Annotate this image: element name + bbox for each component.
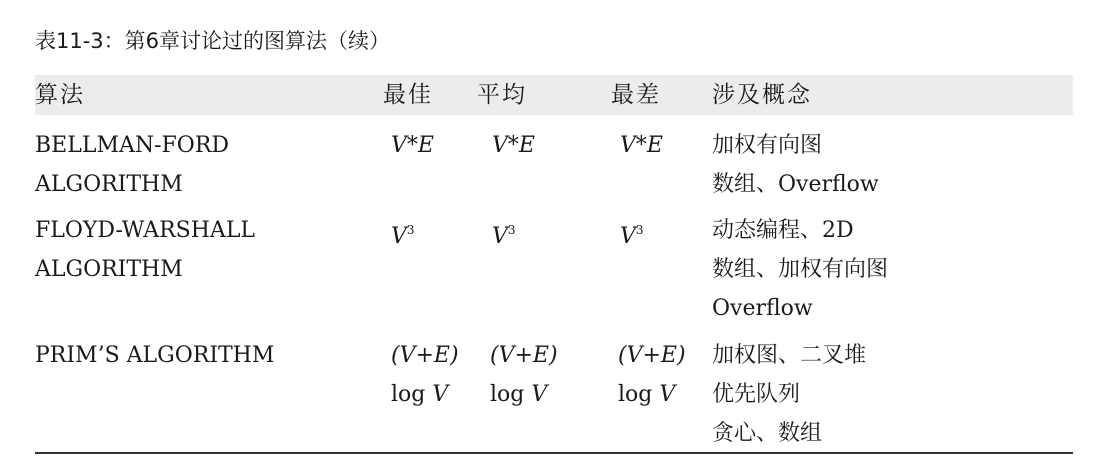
header-best: 最佳 xyxy=(383,82,433,108)
worst-complexity: $V^3$ xyxy=(620,223,644,249)
average-complexity: V*E xyxy=(492,133,535,158)
algorithm-name: FLOYD-WARSHALL ALGORITHM xyxy=(35,218,256,282)
algorithm-name: PRIM’S ALGORITHM xyxy=(35,343,275,368)
concepts: 加权图、二叉堆 优先队列 贪心、数组 xyxy=(712,343,867,446)
best-complexity: $V^3$ xyxy=(391,223,415,249)
average-complexity: (V+E) log V xyxy=(490,343,558,407)
best-complexity: (V+E) log V xyxy=(391,343,459,407)
concepts: 加权有向图 数组、Overflow xyxy=(712,133,879,197)
header-worst: 最差 xyxy=(611,82,661,108)
algorithm-name: BELLMAN-FORD ALGORITHM xyxy=(35,133,230,197)
table-caption: 表11-3：第6章讨论过的图算法（续） xyxy=(35,29,391,53)
worst-complexity: V*E xyxy=(620,133,663,158)
worst-complexity: (V+E) log V xyxy=(618,343,686,407)
best-complexity: V*E xyxy=(391,133,434,158)
average-complexity: $V^3$ xyxy=(492,223,516,249)
header-average: 平均 xyxy=(477,82,527,108)
table-header xyxy=(35,75,1073,115)
header-concepts: 涉及概念 xyxy=(712,82,812,108)
table-bottom-rule xyxy=(35,452,1073,454)
header-algorithm: 算法 xyxy=(35,82,85,108)
concepts: 动态编程、2D 数组、加权有向图 Overflow xyxy=(712,218,889,321)
